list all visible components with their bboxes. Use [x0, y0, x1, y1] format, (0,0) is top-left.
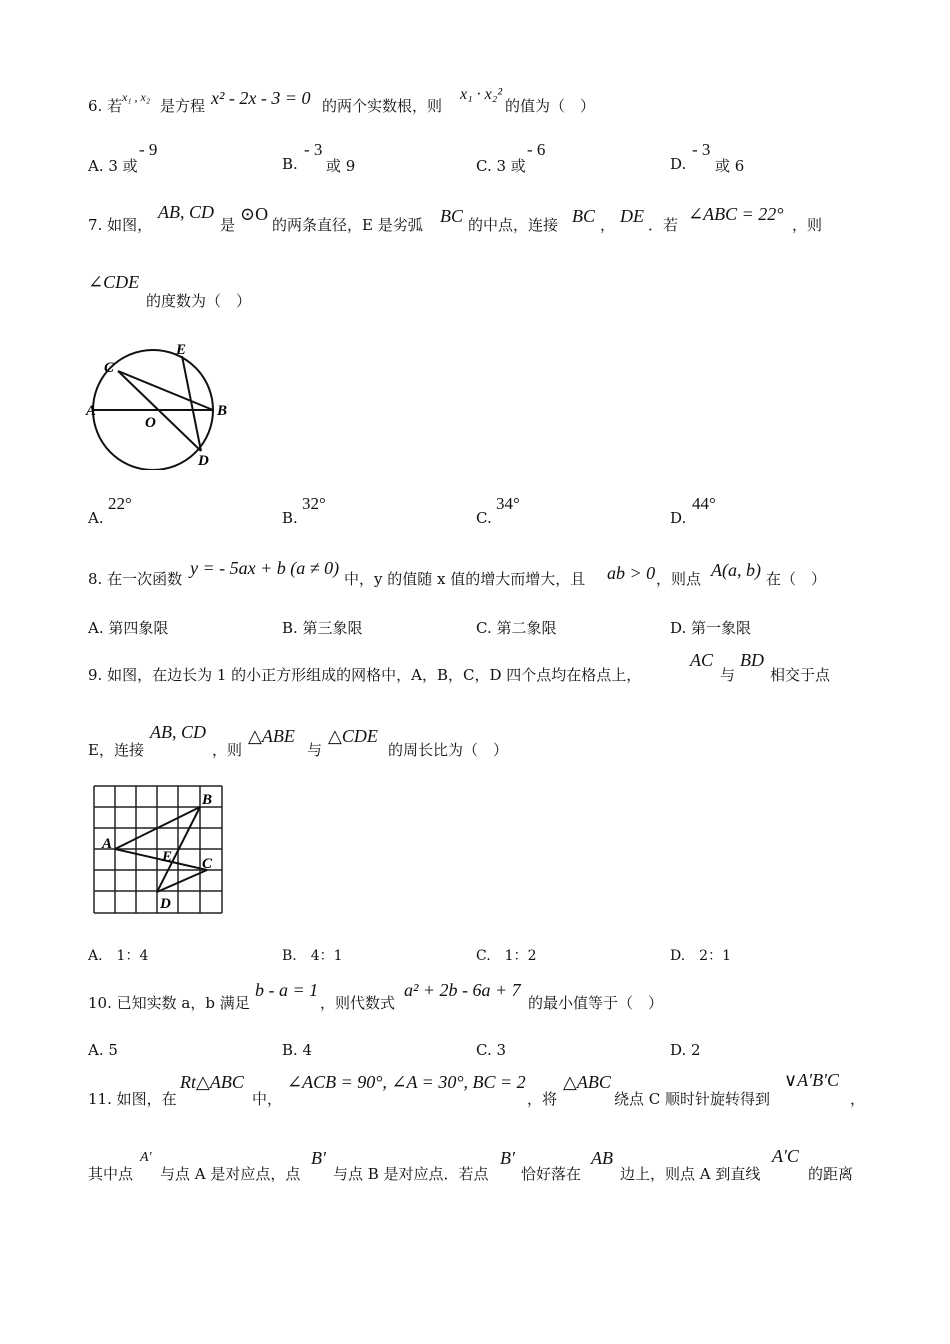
label-c: C — [202, 856, 213, 872]
q6-option-b-tail: 或 9 — [326, 157, 356, 175]
q10-math-1: b - a = 1 — [255, 980, 319, 1000]
q8-option-b[interactable]: B. 第三象限 — [282, 619, 363, 637]
q7-text-4: ， — [600, 216, 616, 234]
q8-text-3: 在（ ） — [766, 570, 827, 588]
q7-option-c-value: 34° — [496, 494, 520, 513]
q7-math-2: ⊙O — [240, 204, 269, 224]
q6-roots: x₁ , x₂ — [122, 90, 150, 104]
q9-text-2: 相交于点 — [770, 666, 831, 684]
q9-text-3: E，连接 — [88, 741, 144, 759]
q11-text-5: 其中点 — [88, 1165, 134, 1183]
q9-math-1: AC — [690, 650, 714, 670]
q6-text-3: 的值为（ ） — [505, 97, 596, 115]
q11-math-2: ∠ACB = 90°, ∠A = 30°, BC = 2 — [287, 1072, 526, 1092]
q8-math-3: A(a, b) — [711, 560, 761, 580]
q9-option-d[interactable]: D. 2：1 — [670, 948, 731, 964]
q11-math-7: B′ — [500, 1148, 515, 1168]
q11-text-8: 恰好落在 — [521, 1165, 582, 1183]
q7-math-6: ∠ABC = 22° — [688, 204, 784, 224]
q9-option-c[interactable]: C. 1：2 — [476, 948, 537, 964]
label-e: E — [162, 849, 173, 865]
q11-number: 11. 如图，在 — [88, 1090, 177, 1108]
q7-number: 7. 如图， — [88, 216, 153, 234]
q7-text-5: ．若 — [648, 216, 679, 234]
q6-option-c[interactable]: C. 3 或 — [476, 157, 526, 175]
q6-number: 6. 若 — [88, 97, 123, 115]
q10-number: 10. 已知实数 a，b 满足 — [88, 994, 250, 1012]
q8-text-2: ，则点 — [656, 570, 702, 588]
label-b: B — [217, 403, 228, 419]
q7-circle-figure — [84, 338, 244, 470]
q7-text-2: 的两条直径，E 是劣弧 — [272, 216, 423, 234]
q11-math-6: B′ — [311, 1148, 326, 1168]
q11-text-10: 的距离 — [808, 1165, 854, 1183]
q9-text-5: 与 — [307, 741, 323, 759]
q9-math-5: △CDE — [328, 726, 378, 746]
q7-option-b[interactable]: B. — [282, 509, 298, 527]
q6-equation: x² - 2x - 3 = 0 — [211, 88, 311, 108]
q11-math-1: Rt△ABC — [180, 1072, 244, 1092]
q10-text-1: ，则代数式 — [320, 994, 396, 1012]
q8-math-2: ab > 0 — [607, 563, 656, 583]
q6-option-a[interactable]: A. 3 或 — [88, 157, 138, 175]
q7-text-6: ，则 — [792, 216, 823, 234]
q11-text-4: ， — [850, 1090, 866, 1108]
q9-option-a[interactable]: A. 1：4 — [88, 948, 149, 964]
q9-text-4: ，则 — [212, 741, 243, 759]
label-d: D — [198, 453, 209, 469]
q10-option-d[interactable]: D. 2 — [670, 1041, 701, 1059]
q7-math-5: DE — [620, 206, 644, 226]
label-b: B — [202, 792, 213, 808]
q6-text-2: 的两个实数根，则 — [322, 97, 443, 115]
q10-text-2: 的最小值等于（ ） — [528, 994, 664, 1012]
q10-math-2: a² + 2b - 6a + 7 — [404, 980, 521, 1000]
q11-text-7: 与点 B 是对应点．若点 — [333, 1165, 489, 1183]
chord-cb — [118, 371, 213, 410]
q7-option-d[interactable]: D. — [670, 509, 687, 527]
q6-option-b[interactable]: B. — [282, 155, 298, 173]
q8-option-d[interactable]: D. 第一象限 — [670, 619, 752, 637]
label-a: A — [86, 403, 97, 419]
q8-number: 8. 在一次函数 — [88, 570, 183, 588]
q8-option-a[interactable]: A. 第四象限 — [88, 619, 169, 637]
label-d: D — [160, 896, 171, 912]
q7-math-3: BC — [440, 206, 464, 226]
q9-text-6: 的周长比为（ ） — [388, 741, 509, 759]
q7-text-3: 的中点，连接 — [468, 216, 559, 234]
q6-text-1: 是方程 — [160, 97, 206, 115]
q11-text-1: 中， — [252, 1090, 283, 1108]
q7-option-b-value: 32° — [302, 494, 326, 513]
q11-math-9: A′C — [772, 1146, 799, 1166]
q11-math-4: ∨A′B′C — [784, 1070, 840, 1090]
q7-option-a-value: 22° — [108, 494, 132, 513]
q11-math-8: AB — [591, 1148, 613, 1168]
q6-option-b-value: - 3 — [304, 140, 323, 159]
q10-option-a[interactable]: A. 5 — [88, 1041, 118, 1059]
q6-option-d-value: - 3 — [692, 140, 711, 159]
label-c: C — [104, 360, 115, 376]
q11-text-6: 与点 A 是对应点，点 — [160, 1165, 301, 1183]
q8-option-c[interactable]: C. 第二象限 — [476, 619, 557, 637]
label-o: O — [145, 415, 156, 431]
q7-math-7: ∠CDE — [88, 272, 140, 292]
q9-text-1: 与 — [720, 666, 736, 684]
q9-grid-figure — [90, 782, 228, 920]
q6-option-a-value: - 9 — [139, 140, 158, 159]
q9-math-3: AB, CD — [150, 722, 206, 742]
q11-text-3: 绕点 C 顺时针旋转得到 — [614, 1090, 771, 1108]
q11-math-5: A′ — [140, 1150, 152, 1165]
q9-number: 9. 如图，在边长为 1 的小正方形组成的网格中，A，B，C，D 四个点均在格点上， — [88, 666, 642, 684]
q11-text-2: ，将 — [527, 1090, 558, 1108]
q11-math-3: △ABC — [563, 1072, 611, 1092]
q8-math-1: y = - 5ax + b (a ≠ 0) — [190, 558, 340, 578]
label-a: A — [102, 836, 113, 852]
q7-math-1: AB, CD — [158, 202, 214, 222]
label-e: E — [176, 342, 187, 358]
q8-text-1: 中，y 的值随 x 值的增大而增大，且 — [344, 570, 586, 588]
q11-text-9: 边上，则点 A 到直线 — [620, 1165, 761, 1183]
q7-option-a[interactable]: A. — [88, 509, 104, 527]
q6-option-d[interactable]: D. — [670, 155, 687, 173]
q7-text-7: 的度数为（ ） — [146, 292, 252, 310]
q10-option-b[interactable]: B. 4 — [282, 1041, 313, 1059]
q6-expression: x₁ · x₂² — [460, 86, 503, 103]
q10-option-c[interactable]: C. 3 — [476, 1041, 507, 1059]
q9-math-2: BD — [740, 650, 764, 670]
q7-option-c[interactable]: C. — [476, 509, 492, 527]
q7-text-1: 是 — [220, 216, 236, 234]
q7-option-d-value: 44° — [692, 494, 716, 513]
q6-option-c-value: - 6 — [527, 140, 546, 159]
q9-math-4: △ABE — [248, 726, 295, 746]
q9-option-b[interactable]: B. 4：1 — [282, 948, 343, 964]
q6-option-d-tail: 或 6 — [715, 157, 745, 175]
q7-math-4: BC — [572, 206, 596, 226]
